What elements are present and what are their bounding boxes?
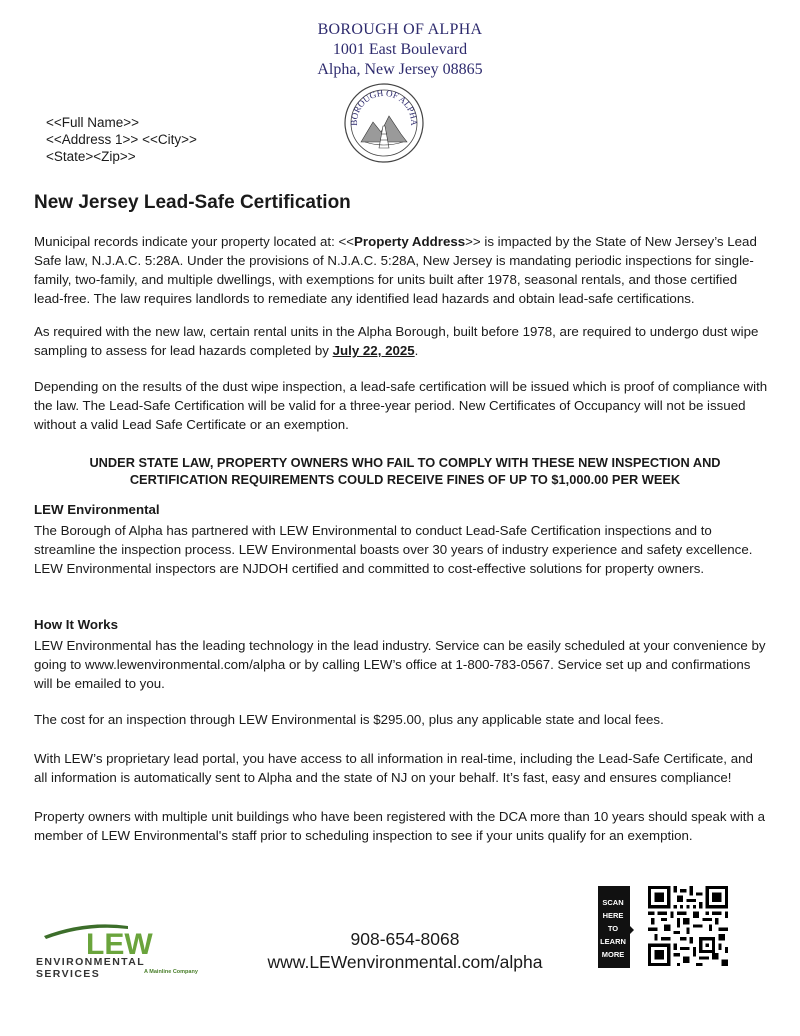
deadline-date: July 22, 2025	[332, 343, 415, 358]
paragraph-multi-unit: Property owners with multiple unit buildings who have been registered with the DCA more than 10 years should speak with a member of LEW Environmental's staff prior to scheduling inspection to see if your units qualify for an exemption.	[34, 809, 765, 843]
footer-website[interactable]: www.LEWenvironmental.com/alpha	[267, 952, 543, 972]
recipient-street-city: <<Address 1>> <<City>>	[46, 132, 197, 147]
paragraph-certification: Depending on the results of the dust wipe inspection, a lead-safe certification will be issued which is proof of compliance with the law. The Lead-Safe Certification will be valid for a three-year period. New Certificates of Occupancy will not be issued without a valid Lead Safe Certificate or an exemption.	[34, 379, 768, 432]
recipient-name: <<Full Name>>	[46, 115, 140, 130]
qr-code-icon[interactable]	[648, 886, 728, 966]
property-address-placeholder: Property Address	[354, 234, 466, 249]
section-heading-how-it-works: How It Works	[34, 617, 118, 632]
seal-text: BOROUGH OF ALPHA	[348, 87, 420, 126]
p1-text-before: Municipal records indicate your property located at: <<	[34, 234, 355, 249]
letter-title: New Jersey Lead-Safe Certification	[34, 192, 351, 213]
recipient-state-zip: <State><Zip>>	[46, 149, 136, 164]
borough-address-line2: Alpha, New Jersey 08865	[317, 61, 483, 78]
logo-lew-letters: LEW	[86, 928, 153, 958]
borough-name: BOROUGH OF ALPHA	[317, 21, 483, 38]
logo-company-name: ENVIRONMENTAL SERVICES	[36, 956, 145, 980]
scan-line-1: SCAN	[602, 898, 624, 907]
fine-warning-line1: UNDER STATE LAW, PROPERTY OWNERS WHO FAIL TO COMPLY WITH THESE NEW INSPECTION AND	[89, 455, 721, 470]
scan-line-3: TO	[607, 924, 619, 933]
recipient-address-block	[46, 114, 197, 165]
p2-text-after: .	[414, 343, 419, 358]
logo-tagline: A Mainline Company	[144, 969, 198, 975]
lew-logo-mark	[36, 918, 206, 958]
lew-logo	[36, 918, 206, 978]
scan-line-5: MORE	[601, 950, 625, 959]
paragraph-property-notice	[34, 232, 768, 308]
scan-line-4: LEARN	[600, 937, 626, 946]
svg-text:BOROUGH OF ALPHA	[349, 88, 419, 127]
paragraph-cost: The cost for an inspection through LEW Environmental is $295.00, plus any applicable state and local fees.	[34, 712, 664, 727]
paragraph-deadline	[34, 322, 768, 360]
section-heading-lew: LEW Environmental	[34, 502, 160, 517]
scan-here-label	[598, 896, 628, 961]
footer-contact	[240, 928, 570, 974]
fine-warning	[60, 454, 750, 488]
paragraph-portal: With LEW’s proprietary lead portal, you have access to all information in real-time, including the Lead-Safe Certificate, and all information is automatically sent to Alpha and the state of NJ on your behalf. It’s fast, easy and ensures compliance!	[34, 751, 753, 785]
footer-phone[interactable]: 908-654-8068	[350, 929, 460, 949]
borough-seal	[343, 82, 425, 164]
fine-warning-line2: CERTIFICATION REQUIREMENTS COULD RECEIVE FINES OF UP TO $1,000.00 PER WEEK	[129, 472, 681, 487]
section-text-lew: The Borough of Alpha has partnered with LEW Environmental to conduct Lead-Safe Certification inspections and to streamline the inspection process. LEW Environmental boasts over 30 years of industry experience and safety excellence. LEW Environmental inspectors are NJDOH certified and committed to cost-effective solutions for property owners.	[34, 523, 753, 576]
section-text-how-it-works: LEW Environmental has the leading technology in the lead industry. Service can be easily scheduled at your convenience by going to www.lewenvironmental.com/alpha or by calling LEW’s office at 1-800-783-0567. Service set up and confirmations will be emailed to you.	[34, 638, 766, 691]
letterhead	[0, 20, 800, 80]
p1-text-after: >> is impacted by the State of New Jersey’s Lead Safe law, N.J.A.C. 5:28A. Under the provisions of N.J.A.C. 5:28A, New Jersey is mandating periodic inspections for single-family, two-family, and multiple dwellings, with exemptions for units built after 1978, seasonal rentals, and those certified lead-free. The law requires landlords to remediate any identified lead hazards and obtain lead-safe certifications.	[34, 234, 757, 306]
p2-text-before: As required with the new law, certain rental units in the Alpha Borough, built before 1978, are required to undergo dust wipe sampling to assess for lead hazards completed by	[34, 324, 759, 358]
borough-address-line1: 1001 East Boulevard	[332, 41, 468, 58]
scan-line-2: HERE	[602, 911, 624, 920]
